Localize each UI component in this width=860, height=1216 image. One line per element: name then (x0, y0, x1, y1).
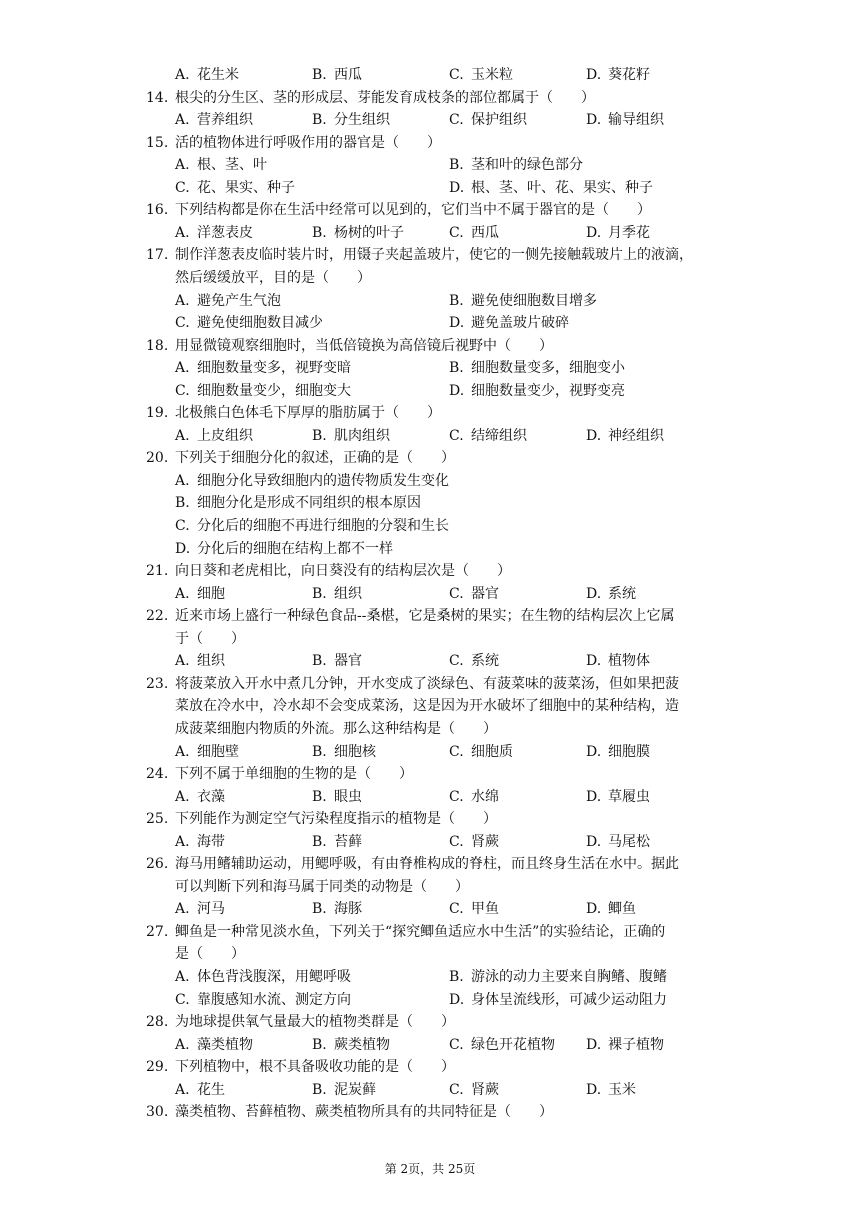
question-text: 为地球提供氧气量最大的植物类群是（ ） (175, 1014, 455, 1031)
question-text-continued (0, 628, 860, 650)
option-row (0, 64, 860, 86)
option-text: 体色背浅腹深，用鳃呼吸 (197, 969, 351, 985)
option-letter: A. (175, 1036, 190, 1053)
option-letter: C. (449, 743, 464, 760)
page-footer: 第 2页，共 25页 (384, 1162, 476, 1176)
answer-option (312, 831, 362, 853)
answer-option (449, 966, 667, 988)
option-letter: D. (449, 382, 465, 399)
option-text: 西瓜 (471, 224, 499, 241)
option-letter: D. (586, 427, 602, 444)
option-letter: A. (175, 157, 190, 174)
answer-option (449, 1034, 555, 1056)
option-row (0, 154, 860, 176)
answer-option (586, 222, 650, 244)
answer-option (449, 109, 527, 131)
answer-option (586, 898, 636, 920)
question-line (0, 673, 860, 695)
option-letter: C. (449, 1036, 464, 1053)
question-text: 下列不属于单细胞的生物的是（ ） (175, 766, 413, 783)
option-letter: C. (449, 585, 464, 602)
option-text: 器官 (471, 585, 499, 602)
option-text: 肌肉组织 (334, 427, 390, 444)
answer-option (175, 109, 253, 131)
answer-option (449, 650, 499, 672)
option-text: 细胞膜 (608, 743, 650, 760)
option-row (0, 357, 860, 379)
option-letter: C. (449, 653, 464, 670)
question-line (0, 808, 860, 830)
answer-option (449, 64, 513, 86)
option-text: 输导组织 (608, 112, 664, 129)
option-row (0, 425, 860, 447)
option-text: 细胞壁 (197, 743, 239, 760)
answer-option (175, 154, 267, 176)
option-letter: C. (449, 788, 464, 805)
option-letter: C. (175, 179, 190, 196)
answer-option (175, 515, 449, 537)
option-text: 结缔组织 (471, 427, 527, 444)
option-text: 花生米 (197, 67, 239, 83)
option-text: 器官 (334, 653, 362, 670)
question-line (0, 605, 860, 627)
option-letter: B. (312, 653, 327, 670)
option-letter: B. (312, 1081, 327, 1098)
answer-option (449, 831, 499, 853)
option-letter: B. (312, 224, 327, 241)
answer-option (449, 154, 583, 176)
option-letter: D. (586, 901, 602, 918)
option-letter: A. (175, 901, 190, 918)
option-text: 葵花籽 (608, 67, 650, 83)
option-letter: D. (449, 315, 465, 332)
question-text: 海马用鳍辅助运动，用鳃呼吸，有由脊椎构成的脊柱，而且终身生活在水中。据此 (175, 856, 679, 873)
question-text: 向日葵和老虎相比，向日葵没有的结构层次是（ ） (175, 563, 511, 580)
option-letter: B. (312, 427, 327, 444)
question-number: 25. (146, 811, 169, 828)
option-letter: C. (449, 901, 464, 918)
answer-option (449, 786, 499, 808)
question-number: 23. (146, 675, 169, 692)
option-letter: B. (312, 67, 327, 83)
option-row (0, 898, 860, 920)
question-text: 然后缓缓放平，目的是（ ） (175, 269, 371, 286)
answer-option (175, 492, 421, 514)
option-text: 绿色开花植物 (471, 1036, 555, 1053)
option-letter: D. (449, 991, 465, 1008)
answer-option (586, 741, 650, 763)
answer-option (449, 357, 625, 379)
option-letter: D. (449, 179, 465, 196)
option-text: 甲鱼 (471, 901, 499, 918)
answer-option (449, 380, 625, 402)
option-row (0, 786, 860, 808)
answer-option (312, 425, 390, 447)
option-text: 根、茎、叶、花、果实、种子 (471, 179, 653, 196)
question-number: 16. (146, 202, 169, 219)
question-text: 是（ ） (175, 946, 245, 963)
question-number: 30. (146, 1104, 169, 1121)
option-text: 河马 (197, 901, 225, 918)
option-letter: D. (586, 585, 602, 602)
option-letter: B. (312, 1036, 327, 1053)
answer-option (312, 109, 390, 131)
option-letter: D. (586, 653, 602, 670)
option-text: 游泳的动力主要来自胸鳍、腹鳍 (471, 969, 667, 985)
question-text: 下列能作为测定空气污染程度指示的植物是（ ） (175, 811, 497, 828)
question-text-continued (0, 267, 860, 289)
answer-option (449, 1079, 499, 1101)
option-text: 靠腹感知水流、测定方向 (197, 991, 351, 1008)
option-row (0, 966, 860, 988)
option-letter: A. (175, 585, 190, 602)
option-text: 组织 (334, 585, 362, 602)
question-text: 可以判断下列和海马属于同类的动物是（ ） (175, 878, 469, 895)
option-text: 苔藓 (334, 833, 362, 850)
option-text: 细胞数量变多，视野变暗 (197, 360, 351, 377)
question-text: 鲫鱼是一种常见淡水鱼，下列关于“探究鲫鱼适应水中生活”的实验结论，正确的 (175, 923, 666, 940)
answer-option (175, 357, 351, 379)
question-line (0, 335, 860, 357)
answer-option (175, 425, 253, 447)
question-text: 用显微镜观察细胞时，当低倍镜换为高倍镜后视野中（ ） (175, 337, 553, 354)
answer-option (312, 583, 362, 605)
question-number: 27. (146, 923, 169, 940)
option-letter: B. (312, 112, 327, 129)
option-letter: C. (449, 833, 464, 850)
option-row (0, 741, 860, 763)
option-text: 细胞数量变少，细胞变大 (197, 382, 351, 399)
option-letter: D. (586, 112, 602, 129)
option-text: 系统 (608, 585, 636, 602)
question-number: 24. (146, 766, 169, 783)
option-text: 西瓜 (334, 67, 362, 83)
answer-option (175, 1079, 225, 1101)
option-text: 洋葱表皮 (197, 224, 253, 241)
option-row (0, 312, 860, 334)
answer-option (175, 1034, 253, 1056)
option-letter: A. (175, 360, 190, 377)
question-text: 近来市场上盛行一种绿色食品--桑椹，它是桑树的果实；在生物的结构层次上它属 (175, 608, 675, 625)
option-letter: C. (449, 427, 464, 444)
option-text: 衣藻 (197, 788, 225, 805)
option-letter: A. (175, 472, 190, 489)
answer-option (175, 312, 323, 334)
question-number: 21. (146, 563, 169, 580)
answer-option (586, 109, 664, 131)
option-letter: A. (175, 743, 190, 760)
option-text: 海带 (197, 833, 225, 850)
option-text: 玉米 (608, 1081, 636, 1098)
option-text: 根、茎、叶 (197, 157, 267, 174)
question-line (0, 87, 860, 109)
question-text: 成菠菜细胞内物质的外流。那么这种结构是（ ） (175, 720, 497, 737)
answer-option (175, 786, 225, 808)
option-row (0, 1079, 860, 1101)
question-line (0, 402, 860, 424)
question-text: 于（ ） (175, 630, 245, 647)
answer-option (175, 538, 393, 560)
option-text: 肾蕨 (471, 1081, 499, 1098)
question-number: 28. (146, 1014, 169, 1031)
question-line (0, 921, 860, 943)
answer-option (312, 898, 362, 920)
option-text: 分生组织 (334, 112, 390, 129)
option-text: 藻类植物 (197, 1036, 253, 1053)
answer-option (449, 177, 653, 199)
answer-option (449, 583, 499, 605)
option-text: 分化后的细胞在结构上都不一样 (197, 540, 393, 557)
question-number: 15. (146, 134, 169, 151)
option-letter: B. (449, 157, 464, 174)
answer-option (175, 966, 351, 988)
option-row (0, 515, 860, 537)
answer-option (175, 831, 225, 853)
question-number: 22. (146, 608, 169, 625)
option-text: 草履虫 (608, 788, 650, 805)
option-row (0, 380, 860, 402)
option-row (0, 650, 860, 672)
question-text: 下列结构都是你在生活中经常可以见到的，它们当中不属于器官的是（ ） (175, 202, 651, 219)
option-letter: D. (586, 788, 602, 805)
answer-option (312, 1079, 376, 1101)
option-letter: A. (175, 653, 190, 670)
option-letter: C. (449, 224, 464, 241)
option-row (0, 989, 860, 1011)
option-letter: C. (449, 67, 464, 83)
option-text: 营养组织 (197, 112, 253, 129)
answer-option (175, 898, 225, 920)
option-text: 细胞分化导致细胞内的遗传物质发生变化 (197, 472, 449, 489)
question-line (0, 244, 860, 266)
question-text-continued (0, 695, 860, 717)
option-letter: B. (312, 833, 327, 850)
question-line (0, 199, 860, 221)
option-text: 避免盖玻片破碎 (471, 315, 569, 332)
option-letter: A. (175, 292, 190, 309)
question-text: 制作洋葱表皮临时装片时，用镊子夹起盖玻片，使它的一侧先接触载玻片上的液滴， (175, 247, 693, 264)
option-row (0, 1034, 860, 1056)
option-text: 花生 (197, 1081, 225, 1098)
option-text: 身体呈流线形，可减少运动阻力 (471, 991, 667, 1008)
option-letter: C. (175, 991, 190, 1008)
option-letter: D. (586, 1081, 602, 1098)
question-text: 下列植物中，根不具备吸收功能的是（ ） (175, 1059, 455, 1076)
option-letter: C. (175, 518, 190, 534)
option-letter: B. (312, 788, 327, 805)
answer-option (175, 290, 281, 312)
option-text: 系统 (471, 653, 499, 670)
question-line (0, 560, 860, 582)
option-letter: A. (175, 112, 190, 129)
option-row (0, 831, 860, 853)
answer-option (586, 64, 650, 86)
question-text: 藻类植物、苔藓植物、蕨类植物所具有的共同特征是（ ） (175, 1104, 553, 1121)
answer-option (175, 989, 351, 1011)
option-row (0, 583, 860, 605)
question-line (0, 132, 860, 154)
question-text: 活的植物体进行呼吸作用的器官是（ ） (175, 134, 441, 151)
option-letter: D. (586, 224, 602, 241)
question-text: 将菠菜放入开水中煮几分钟，开水变成了淡绿色、有菠菜味的菠菜汤，但如果把菠 (175, 675, 679, 692)
option-text: 上皮组织 (197, 427, 253, 444)
option-letter: B. (449, 292, 464, 309)
option-text: 分化后的细胞不再进行细胞的分裂和生长 (197, 518, 449, 534)
option-letter: C. (449, 1081, 464, 1098)
option-letter: A. (175, 67, 190, 83)
answer-option (586, 583, 636, 605)
option-row (0, 538, 860, 560)
option-text: 马尾松 (608, 833, 650, 850)
option-row (0, 290, 860, 312)
answer-option (312, 222, 404, 244)
option-letter: A. (175, 833, 190, 850)
option-letter: A. (175, 969, 190, 985)
option-text: 泥炭藓 (334, 1081, 376, 1098)
option-text: 避免使细胞数目减少 (197, 315, 323, 332)
answer-option (586, 831, 650, 853)
option-text: 细胞分化是形成不同组织的根本原因 (197, 495, 421, 512)
question-line (0, 1056, 860, 1078)
answer-option (449, 989, 667, 1011)
option-text: 细胞 (197, 585, 225, 602)
option-row (0, 470, 860, 492)
question-line (0, 763, 860, 785)
answer-option (175, 583, 225, 605)
option-text: 花、果实、种子 (197, 179, 295, 196)
answer-option (312, 741, 376, 763)
answer-option (175, 470, 449, 492)
option-text: 茎和叶的绿色部分 (471, 157, 583, 174)
option-text: 细胞数量变少，视野变亮 (471, 382, 625, 399)
option-text: 蕨类植物 (334, 1036, 390, 1053)
option-text: 眼虫 (334, 788, 362, 805)
option-letter: B. (175, 495, 190, 512)
question-text: 菜放在冷水中，冷水却不会变成菜汤，这是因为开水破坏了细胞中的某种结构，造 (175, 698, 679, 715)
option-text: 细胞质 (471, 743, 513, 760)
question-number: 20. (146, 450, 169, 467)
option-row (0, 492, 860, 514)
option-letter: C. (175, 382, 190, 399)
answer-option (449, 290, 597, 312)
option-row (0, 109, 860, 131)
option-row (0, 222, 860, 244)
answer-option (449, 425, 527, 447)
option-text: 避免使细胞数目增多 (471, 292, 597, 309)
option-letter: B. (312, 585, 327, 602)
option-letter: A. (175, 1081, 190, 1098)
answer-option (175, 741, 239, 763)
question-number: 18. (146, 337, 169, 354)
question-number: 17. (146, 247, 169, 264)
option-letter: C. (175, 315, 190, 332)
option-text: 鲫鱼 (608, 901, 636, 918)
question-line (0, 1101, 860, 1123)
answer-option (175, 380, 351, 402)
option-letter: B. (312, 743, 327, 760)
answer-option (175, 650, 225, 672)
answer-option (449, 312, 569, 334)
answer-option (312, 1034, 390, 1056)
option-text: 细胞数量变多，细胞变小 (471, 360, 625, 377)
option-letter: D. (586, 67, 602, 83)
answer-option (175, 177, 295, 199)
option-letter: A. (175, 224, 190, 241)
option-text: 杨树的叶子 (334, 224, 404, 241)
answer-option (586, 1034, 664, 1056)
answer-option (312, 64, 362, 86)
question-line (0, 447, 860, 469)
question-number: 29. (146, 1059, 169, 1076)
option-text: 肾蕨 (471, 833, 499, 850)
answer-option (175, 64, 239, 86)
option-text: 玉米粒 (471, 67, 513, 83)
question-line (0, 1011, 860, 1033)
answer-option (586, 786, 650, 808)
option-letter: D. (586, 1036, 602, 1053)
option-text: 月季花 (608, 224, 650, 241)
answer-option (175, 222, 253, 244)
question-text-continued (0, 943, 860, 965)
option-letter: B. (312, 901, 327, 918)
question-line (0, 853, 860, 875)
answer-option (312, 786, 362, 808)
answer-option (312, 650, 362, 672)
answer-option (449, 222, 499, 244)
option-text: 海豚 (334, 901, 362, 918)
answer-option (449, 741, 513, 763)
option-letter: A. (175, 427, 190, 444)
option-text: 裸子植物 (608, 1036, 664, 1053)
option-letter: D. (586, 743, 602, 760)
question-text-continued (0, 876, 860, 898)
option-text: 细胞核 (334, 743, 376, 760)
answer-option (586, 650, 650, 672)
option-text: 植物体 (608, 653, 650, 670)
answer-option (586, 1079, 636, 1101)
question-number: 14. (146, 89, 169, 106)
answer-option (586, 425, 664, 447)
option-text: 神经组织 (608, 427, 664, 444)
option-text: 水绵 (471, 788, 499, 805)
question-number: 19. (146, 405, 169, 422)
option-letter: B. (449, 969, 464, 985)
question-text: 下列关于细胞分化的叙述，正确的是（ ） (175, 450, 455, 467)
question-text: 北极熊白色体毛下厚厚的脂肪属于（ ） (175, 405, 441, 422)
option-letter: A. (175, 788, 190, 805)
option-text: 保护组织 (471, 112, 527, 129)
option-letter: B. (449, 360, 464, 377)
option-text: 组织 (197, 653, 225, 670)
answer-option (449, 898, 499, 920)
option-letter: C. (449, 112, 464, 129)
question-text-continued (0, 718, 860, 740)
question-number: 26. (146, 856, 169, 873)
option-text: 避免产生气泡 (197, 292, 281, 309)
question-text: 根尖的分生区、茎的形成层、芽能发育成枝条的部位都属于（ ） (175, 89, 595, 106)
option-letter: D. (175, 540, 191, 557)
option-letter: D. (586, 833, 602, 850)
option-row (0, 177, 860, 199)
